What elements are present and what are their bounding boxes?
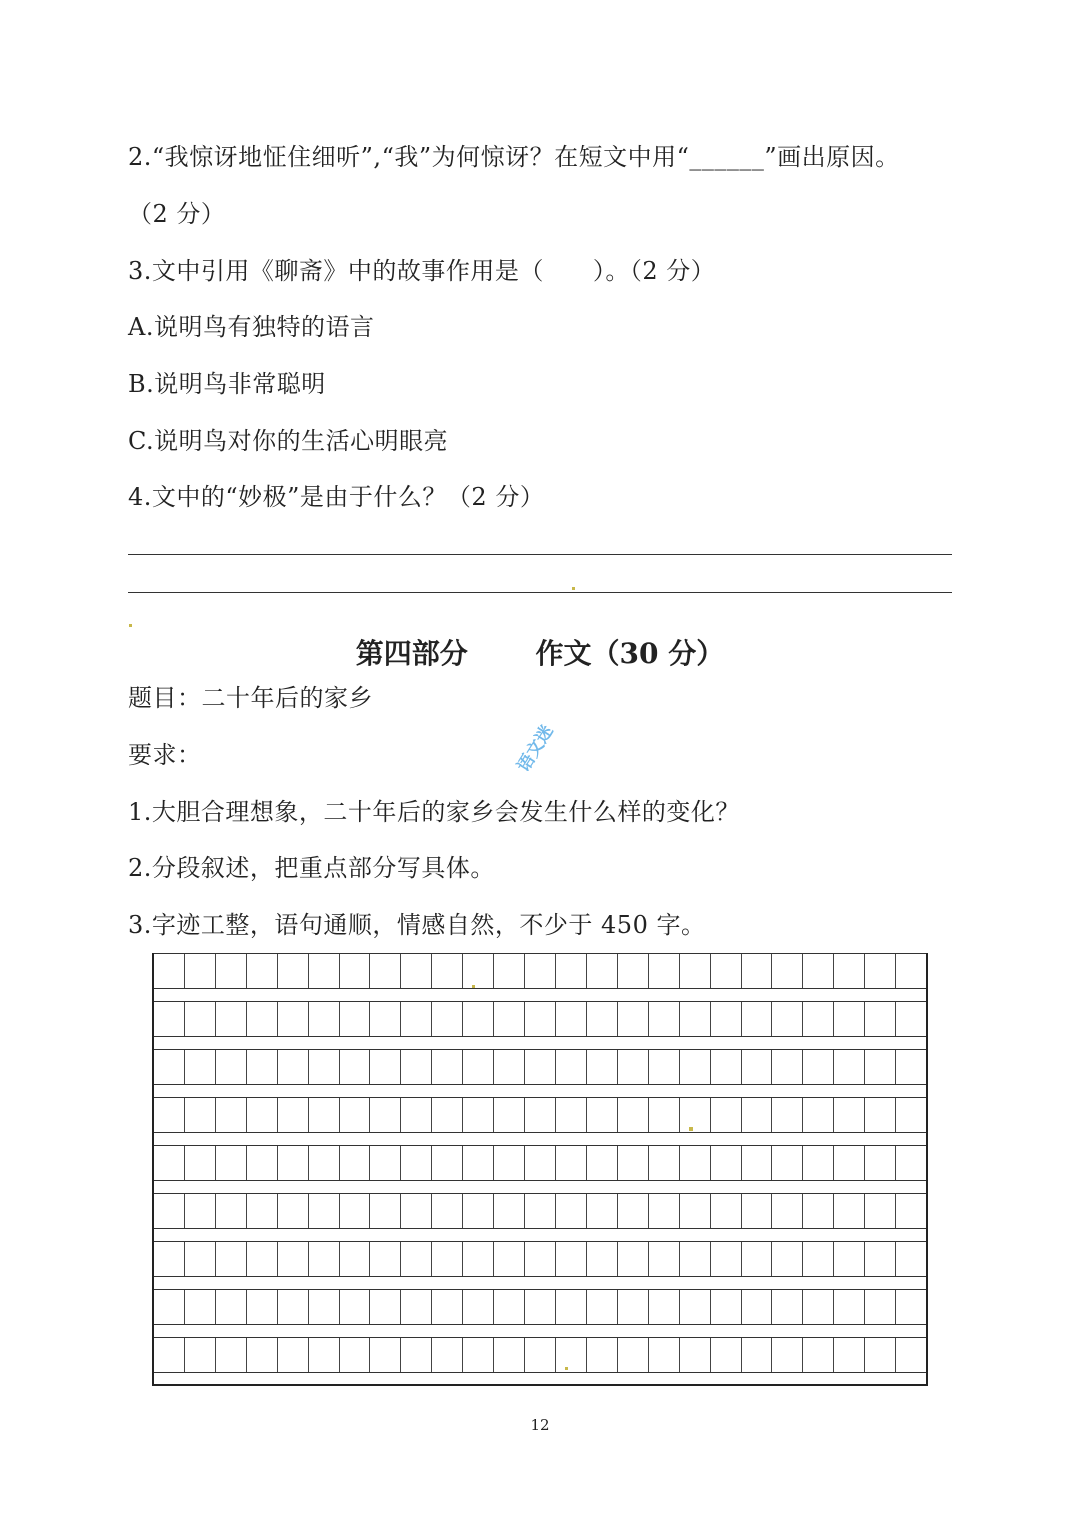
grid-cell [278, 1242, 309, 1276]
grid-cell [834, 1290, 865, 1324]
answer-line-2 [128, 592, 952, 593]
grid-cell [803, 1338, 834, 1372]
grid-cell [803, 954, 834, 988]
grid-cell [772, 1098, 803, 1132]
grid-cell [370, 1146, 401, 1180]
grid-row-cells [154, 1001, 926, 1037]
grid-cell [340, 1338, 371, 1372]
grid-cell [618, 954, 649, 988]
grid-cell [340, 1098, 371, 1132]
grid-cell [649, 1050, 680, 1084]
grid-cell [525, 1050, 556, 1084]
grid-cell [556, 954, 587, 988]
grid-cell [463, 1098, 494, 1132]
grid-cell [247, 1242, 278, 1276]
grid-cell [216, 1338, 247, 1372]
grid-cell [834, 1002, 865, 1036]
grid-cell [680, 1146, 711, 1180]
grid-cell [525, 1242, 556, 1276]
grid-cell [494, 1050, 525, 1084]
grid-cell [309, 1050, 340, 1084]
grid-cell [742, 1098, 773, 1132]
grid-cell [680, 1002, 711, 1036]
grid-cell [649, 1338, 680, 1372]
grid-cell [711, 1002, 742, 1036]
grid-cell [278, 1290, 309, 1324]
grid-cell [772, 954, 803, 988]
grid-cell [463, 1242, 494, 1276]
grid-cell [834, 1338, 865, 1372]
grid-cell [494, 1194, 525, 1228]
grid-cell [463, 1050, 494, 1084]
grid-cell [340, 1290, 371, 1324]
grid-cell [834, 1242, 865, 1276]
grid-cell [525, 1146, 556, 1180]
grid-row [152, 1049, 928, 1097]
grid-cell [865, 954, 896, 988]
grid-cell [401, 1098, 432, 1132]
grid-cell [154, 1338, 185, 1372]
grid-cell [432, 954, 463, 988]
grid-cell [401, 1050, 432, 1084]
grid-cell [494, 1002, 525, 1036]
section-title: 作文（30 分） [535, 637, 725, 670]
grid-cell [154, 1242, 185, 1276]
grid-cell [154, 1290, 185, 1324]
grid-cell [711, 1146, 742, 1180]
grid-cell [649, 1098, 680, 1132]
grid-cell [618, 1050, 649, 1084]
grid-cell [587, 1242, 618, 1276]
grid-cell [772, 1002, 803, 1036]
grid-row [152, 1145, 928, 1193]
grid-row [152, 1193, 928, 1241]
grid-cell [649, 1146, 680, 1180]
grid-cell [803, 1098, 834, 1132]
grid-row-cells [154, 1241, 926, 1277]
grid-cell [154, 1002, 185, 1036]
grid-cell [278, 1338, 309, 1372]
answer-line-1 [128, 554, 952, 555]
grid-cell [649, 1290, 680, 1324]
grid-cell [247, 1098, 278, 1132]
grid-cell [618, 1242, 649, 1276]
grid-cell [432, 1002, 463, 1036]
grid-cell [370, 954, 401, 988]
grid-cell [494, 1098, 525, 1132]
grid-row-cells [154, 953, 926, 989]
grid-cell [525, 1002, 556, 1036]
question-3-option-a: A.说明鸟有独特的语言 [128, 313, 375, 341]
grid-cell [865, 1290, 896, 1324]
grid-cell [401, 1290, 432, 1324]
grid-cell [309, 1098, 340, 1132]
grid-row-cells [154, 1337, 926, 1373]
grid-cell [803, 1242, 834, 1276]
grid-cell [216, 954, 247, 988]
grid-cell [803, 1290, 834, 1324]
grid-cell [154, 1098, 185, 1132]
grid-cell [896, 1146, 926, 1180]
grid-cell [432, 1098, 463, 1132]
grid-cell [772, 1194, 803, 1228]
grid-cell [834, 954, 865, 988]
question-3: 3.文中引用《聊斋》中的故事作用是（ ）。（2 分） [128, 257, 716, 285]
grid-cell [587, 1290, 618, 1324]
grid-cell [154, 954, 185, 988]
grid-cell [865, 1338, 896, 1372]
grid-cell [834, 1194, 865, 1228]
grid-cell [154, 1194, 185, 1228]
grid-cell [896, 1242, 926, 1276]
grid-cell [865, 1146, 896, 1180]
grid-cell [494, 954, 525, 988]
grid-cell [711, 1338, 742, 1372]
section-heading [0, 634, 1080, 674]
grid-cell [834, 1098, 865, 1132]
grid-cell [216, 1002, 247, 1036]
grid-row [152, 953, 928, 1001]
grid-cell [309, 1002, 340, 1036]
grid-cell [742, 1146, 773, 1180]
essay-topic: 题目：二十年后的家乡 [128, 684, 373, 712]
grid-cell [525, 1194, 556, 1228]
grid-cell [772, 1050, 803, 1084]
grid-cell [216, 1098, 247, 1132]
grid-cell [463, 1290, 494, 1324]
grid-cell [154, 1050, 185, 1084]
grid-cell [494, 1146, 525, 1180]
grid-cell [587, 1194, 618, 1228]
grid-cell [556, 1194, 587, 1228]
grid-cell [432, 1050, 463, 1084]
grid-cell [216, 1290, 247, 1324]
grid-cell [247, 1338, 278, 1372]
watermark-logo: 语文迷 [513, 721, 558, 776]
grid-cell [432, 1338, 463, 1372]
grid-cell [185, 1290, 216, 1324]
grid-cell [711, 1242, 742, 1276]
grid-cell [340, 1050, 371, 1084]
grid-cell [309, 1146, 340, 1180]
grid-cell [247, 954, 278, 988]
grid-cell [742, 1194, 773, 1228]
grid-cell [216, 1242, 247, 1276]
grid-cell [896, 1050, 926, 1084]
grid-cell [525, 1098, 556, 1132]
grid-cell [742, 1242, 773, 1276]
grid-cell [556, 1242, 587, 1276]
grid-cell [278, 1098, 309, 1132]
grid-cell [216, 1194, 247, 1228]
grid-cell [587, 1002, 618, 1036]
grid-cell [803, 1002, 834, 1036]
grid-cell [432, 1146, 463, 1180]
grid-row-cells [154, 1145, 926, 1181]
grid-cell [803, 1194, 834, 1228]
essay-requirement-1: 1.大胆合理想象，二十年后的家乡会发生什么样的变化？ [128, 798, 740, 826]
grid-cell [309, 954, 340, 988]
grid-cell [340, 1194, 371, 1228]
grid-cell [711, 954, 742, 988]
grid-cell [185, 1146, 216, 1180]
grid-cell [742, 1290, 773, 1324]
grid-cell [618, 1002, 649, 1036]
grid-cell [247, 1146, 278, 1180]
grid-cell [463, 1194, 494, 1228]
question-4: 4.文中的“妙极”是由于什么？（2 分） [128, 483, 545, 511]
grid-cell [216, 1050, 247, 1084]
grid-cell [185, 1002, 216, 1036]
grid-cell [370, 1002, 401, 1036]
grid-cell [185, 1194, 216, 1228]
grid-cell [896, 1002, 926, 1036]
question-3-option-c: C.说明鸟对你的生活心明眼亮 [128, 427, 449, 455]
grid-row [152, 1097, 928, 1145]
grid-cell [803, 1050, 834, 1084]
grid-cell [587, 1146, 618, 1180]
grid-row-cells [154, 1049, 926, 1085]
grid-cell [525, 1338, 556, 1372]
grid-cell [711, 1290, 742, 1324]
grid-cell [742, 1050, 773, 1084]
grid-cell [401, 954, 432, 988]
grid-cell [463, 1146, 494, 1180]
grid-cell [494, 1338, 525, 1372]
grid-cell [556, 1002, 587, 1036]
grid-cell [803, 1146, 834, 1180]
speck [572, 587, 575, 590]
grid-cell [772, 1290, 803, 1324]
grid-cell [896, 1194, 926, 1228]
grid-cell [587, 954, 618, 988]
grid-cell [556, 1098, 587, 1132]
grid-row-cells [154, 1193, 926, 1229]
grid-cell [340, 954, 371, 988]
grid-cell [711, 1194, 742, 1228]
grid-cell [185, 1050, 216, 1084]
grid-cell [587, 1050, 618, 1084]
grid-cell [340, 1002, 371, 1036]
grid-cell [370, 1338, 401, 1372]
speck [472, 985, 475, 988]
grid-row [152, 1001, 928, 1049]
grid-cell [587, 1338, 618, 1372]
grid-cell [525, 1290, 556, 1324]
grid-cell [278, 954, 309, 988]
grid-cell [556, 1290, 587, 1324]
grid-cell [556, 1050, 587, 1084]
grid-cell [185, 1098, 216, 1132]
grid-cell [680, 1098, 711, 1132]
grid-cell [772, 1338, 803, 1372]
grid-cell [401, 1194, 432, 1228]
essay-requirement-2: 2.分段叙述，把重点部分写具体。 [128, 854, 495, 882]
grid-cell [618, 1290, 649, 1324]
grid-cell [370, 1098, 401, 1132]
grid-cell [680, 1194, 711, 1228]
grid-cell [154, 1146, 185, 1180]
grid-cell [247, 1002, 278, 1036]
grid-cell [185, 1242, 216, 1276]
grid-cell [618, 1098, 649, 1132]
grid-cell [370, 1050, 401, 1084]
grid-cell [772, 1146, 803, 1180]
grid-cell [432, 1242, 463, 1276]
grid-cell [896, 1098, 926, 1132]
essay-requirements-label: 要求： [128, 741, 202, 769]
grid-cell [216, 1146, 247, 1180]
grid-cell [742, 1338, 773, 1372]
grid-cell [494, 1290, 525, 1324]
grid-cell [401, 1338, 432, 1372]
grid-cell [618, 1338, 649, 1372]
grid-cell [587, 1098, 618, 1132]
grid-cell [432, 1290, 463, 1324]
grid-cell [463, 954, 494, 988]
grid-cell [401, 1146, 432, 1180]
grid-cell [618, 1194, 649, 1228]
grid-cell [711, 1098, 742, 1132]
grid-cell [278, 1050, 309, 1084]
writing-grid-bottom-border [152, 1384, 928, 1386]
grid-cell [865, 1194, 896, 1228]
grid-cell [896, 1338, 926, 1372]
grid-cell [680, 1242, 711, 1276]
grid-cell [340, 1146, 371, 1180]
grid-cell [370, 1194, 401, 1228]
grid-cell [865, 1050, 896, 1084]
essay-requirement-3: 3.字迹工整，语句通顺，情感自然，不少于 450 字。 [128, 911, 706, 939]
grid-cell [649, 1242, 680, 1276]
grid-cell [463, 1002, 494, 1036]
grid-row [152, 1289, 928, 1337]
grid-cell [247, 1290, 278, 1324]
grid-cell [896, 954, 926, 988]
question-2: 2.“我惊讶地怔住细听”,“我”为何惊讶？在短文中用“______”画出原因。 [128, 143, 900, 171]
grid-cell [896, 1290, 926, 1324]
grid-cell [309, 1242, 340, 1276]
grid-cell [834, 1050, 865, 1084]
speck [689, 1127, 693, 1131]
grid-cell [680, 1338, 711, 1372]
grid-cell [556, 1146, 587, 1180]
grid-cell [742, 954, 773, 988]
grid-row-cells [154, 1097, 926, 1133]
question-2-score: （2 分） [128, 200, 226, 228]
grid-cell [649, 1194, 680, 1228]
question-3-option-b: B.说明鸟非常聪明 [128, 370, 326, 398]
grid-cell [185, 954, 216, 988]
grid-cell [247, 1194, 278, 1228]
grid-cell [432, 1194, 463, 1228]
grid-cell [865, 1242, 896, 1276]
grid-cell [711, 1050, 742, 1084]
grid-cell [556, 1338, 587, 1372]
grid-cell [401, 1002, 432, 1036]
grid-cell [618, 1146, 649, 1180]
grid-cell [370, 1242, 401, 1276]
grid-cell [865, 1002, 896, 1036]
grid-cell [680, 1290, 711, 1324]
grid-row [152, 1337, 928, 1385]
speck [129, 624, 132, 627]
grid-cell [278, 1002, 309, 1036]
grid-cell [247, 1050, 278, 1084]
grid-cell [649, 1002, 680, 1036]
grid-row [152, 1241, 928, 1289]
speck [565, 1367, 568, 1370]
grid-cell [834, 1146, 865, 1180]
grid-cell [309, 1194, 340, 1228]
grid-cell [525, 954, 556, 988]
grid-cell [680, 954, 711, 988]
grid-cell [463, 1338, 494, 1372]
section-part-label: 第四部分 [355, 637, 468, 670]
grid-cell [309, 1338, 340, 1372]
grid-cell [278, 1194, 309, 1228]
grid-cell [278, 1146, 309, 1180]
grid-cell [185, 1338, 216, 1372]
grid-cell [649, 954, 680, 988]
grid-row-cells [154, 1289, 926, 1325]
grid-cell [340, 1242, 371, 1276]
grid-cell [772, 1242, 803, 1276]
grid-cell [865, 1098, 896, 1132]
grid-cell [680, 1050, 711, 1084]
grid-cell [370, 1290, 401, 1324]
page-number: 12 [530, 1416, 550, 1434]
grid-cell [742, 1002, 773, 1036]
grid-cell [494, 1242, 525, 1276]
grid-cell [401, 1242, 432, 1276]
grid-cell [309, 1290, 340, 1324]
writing-grid [152, 953, 928, 1385]
